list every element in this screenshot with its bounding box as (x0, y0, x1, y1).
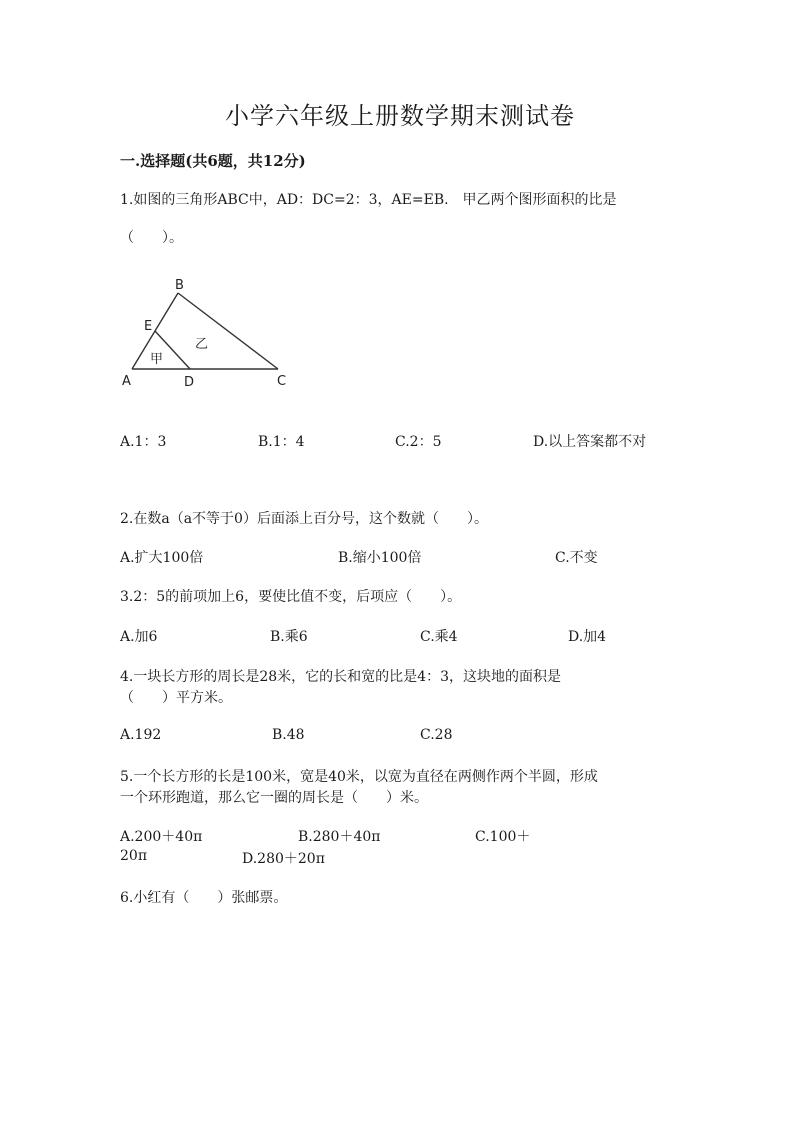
question-3-option-d: D.加4 (568, 629, 607, 645)
question-1-option-d: D.以上答案都不对 (533, 434, 647, 450)
side-bc (178, 293, 278, 369)
question-1-text: 1.如图的三角形ABC中，AD：DC=2：3，AE=EB. 甲乙两个图形面积的比是 (120, 192, 617, 208)
point-e-label: E (144, 319, 153, 334)
question-4-text: 4.一块长方形的周长是28米，它的长和宽的比是4：3，这块地的面积是 (120, 669, 561, 685)
region-jia-label: 甲 (150, 352, 164, 367)
question-1-text-cont: （ ）。 (120, 230, 183, 246)
question-5-text-cont: 一个环形跑道，那么它一圈的周长是（ ）米。 (120, 790, 428, 806)
question-1-option-c: C.2：5 (395, 434, 442, 450)
question-6-text: 6.小红有（ ）张邮票。 (120, 890, 288, 906)
page-title: 小学六年级上册数学期末测试卷 (225, 102, 575, 130)
triangle-figure (110, 275, 310, 395)
question-5-text: 5.一个长方形的长是100米，宽是40米，以宽为直径在两侧作两个半圆，形成 (120, 769, 598, 785)
question-3-option-c: C.乘4 (420, 629, 458, 645)
question-1-option-b: B.1：4 (258, 434, 305, 450)
point-a-label: A (122, 374, 131, 389)
point-c-label: C (277, 374, 287, 389)
section-heading: 一.选择题(共6题，共12分) (120, 152, 306, 170)
question-5-option-c: C.100＋ (475, 829, 531, 845)
question-2-text: 2.在数a（a不等于0）后面添上百分号，这个数就（ ）。 (120, 511, 488, 527)
question-4-text-cont: （ ）平方米。 (120, 690, 232, 706)
question-5-option-a: A.200＋40π (120, 829, 203, 845)
question-4-option-c: C.28 (420, 727, 453, 743)
question-2-option-c: C.不变 (555, 550, 598, 566)
question-5-option-c-cont: 20π (120, 848, 148, 864)
question-5-option-b: B.280＋40π (298, 829, 381, 845)
question-2-option-a: A.扩大100倍 (120, 550, 204, 566)
region-yi-label: 乙 (195, 337, 209, 352)
question-4-option-a: A.192 (120, 727, 162, 743)
question-2-option-b: B.缩小100倍 (338, 550, 422, 566)
question-3-option-b: B.乘6 (270, 629, 308, 645)
question-3-option-a: A.加6 (120, 629, 158, 645)
point-d-label: D (184, 375, 195, 390)
question-1-option-a: A.1：3 (120, 434, 167, 450)
question-3-text: 3.2：5的前项加上6，要使比值不变，后项应（ ）。 (120, 589, 462, 605)
question-4-option-b: B.48 (272, 727, 305, 743)
point-b-label: B (175, 278, 184, 293)
question-5-option-d: D.280＋20π (242, 851, 325, 867)
